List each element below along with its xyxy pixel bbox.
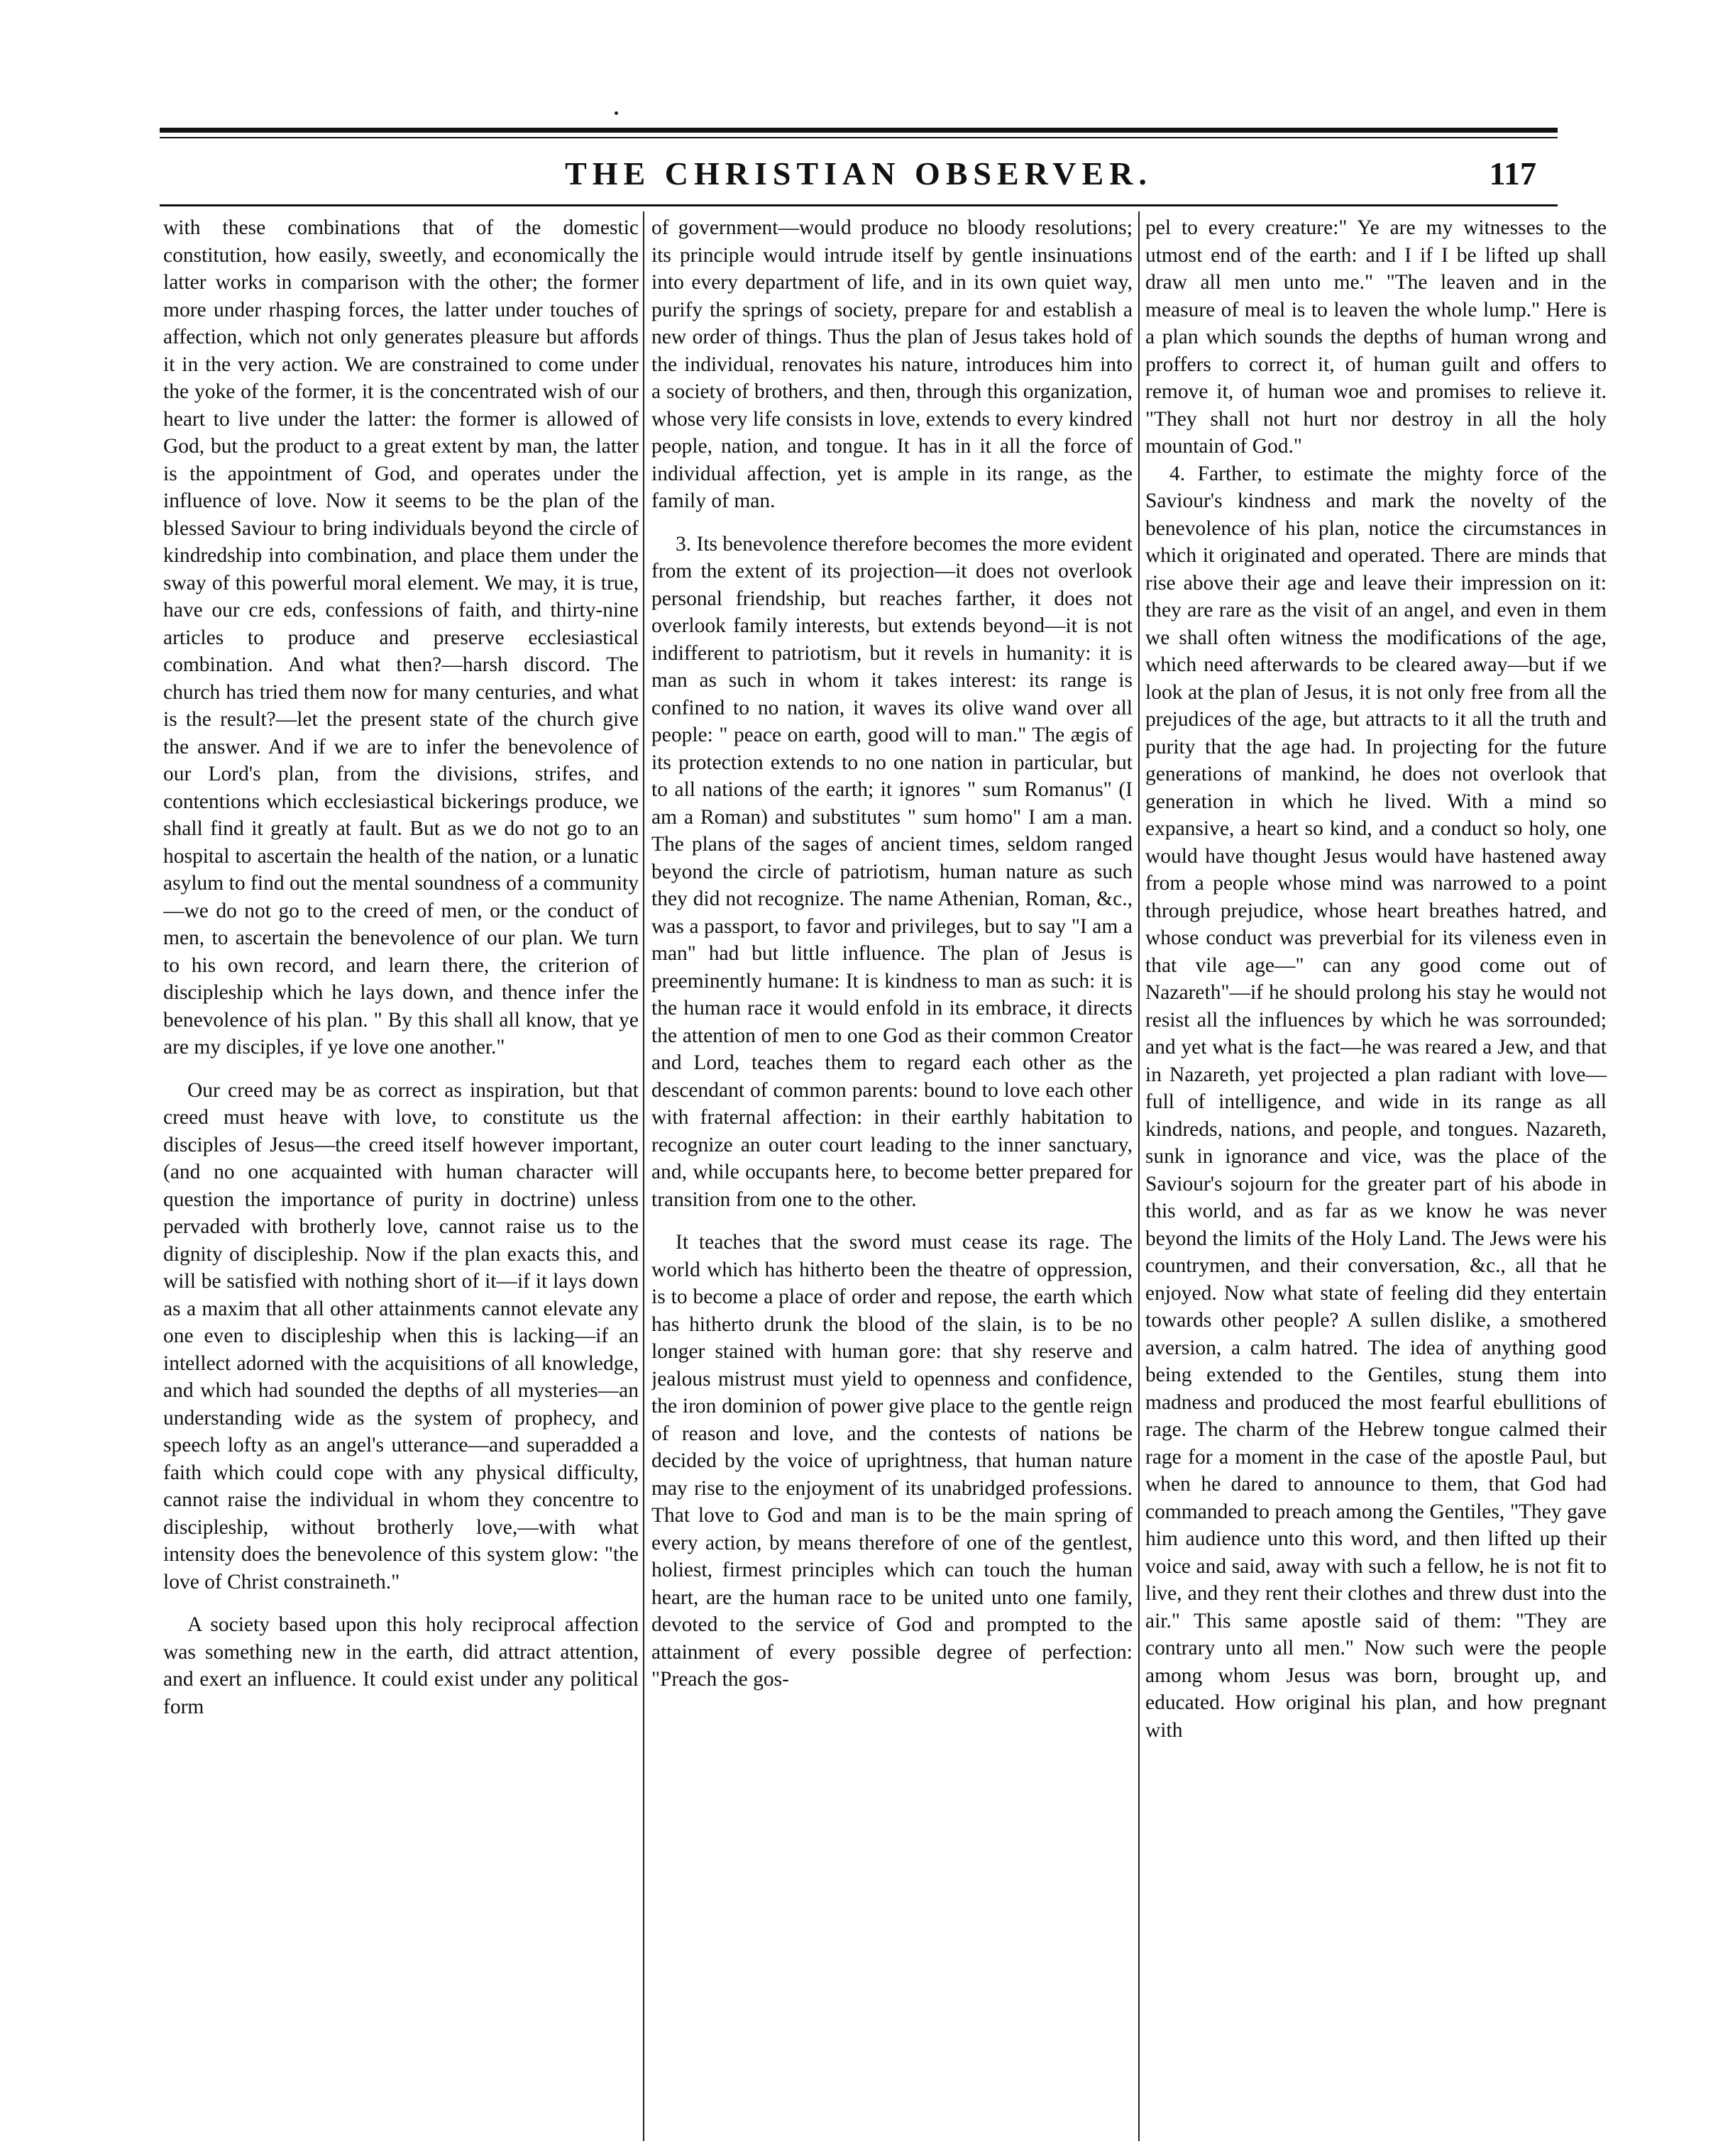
top-rule-thin [160,137,1558,138]
stray-dot [615,111,618,115]
paragraph: with these combinations that of the domestic constitution, how easily, sweetly, and economically the latter works in comparison with the other; the former more under rhasping forces, the latter under touches of affection, which not only generates pleasure but affords it in the very action. We are constrained to come under the yoke of the former, it is the concentrated wish of our heart to live under the latter: the former is allowed of God, but the product to a great extent by man, the latter is the appointment of God, and operates under the influence of love. Now it seems to be the plan of the blessed Saviour to bring individuals beyond the circle of kindredship into combination, and place them under the sway of this powerful moral element. We may, it is true, have our cre eds, confessions of faith, and thirty-nine articles to produce and preserve ecclesiastical combination. And what then?—harsh discord. The church has tried them now for many centuries, and what is the result?—let the present state of the church give the answer. And if we are to infer the benevolence of our Lord's plan, from the divisions, strifes, and contentions which ecclesiastical bickerings produce, we shall find it greatly at fault. But as we do not go to an hospital to ascertain the health of the nation, or a lunatic asylum to find out the mental soundness of a community—we do not go to the creed of men, or the conduct of men, to ascertain the benevolence of our plan. We turn to his own record, and learn there, the criterion of discipleship which he lays down, and thence infer the benevolence of his plan. " By this shall all know, that ye are my disciples, if ye love one another." [163,216,639,1058]
running-header [160,155,1558,197]
page-number: 117 [1489,155,1536,192]
paragraph: pel to every creature:" Ye are my witnesses to the utmost end of the earth: and I if I be lifted up shall draw all men unto me." "The leaven and in the measure of meal is to leaven the whole lump." Here is a plan which sounds the depths of human wrong and proffers to correct it, of human guilt and offers to remove it, of human woe and promises to relieve it. "They shall not hurt nor destroy in all the holy mountain of God." [1145,216,1607,458]
column-divider [1138,211,1140,2141]
header-rule [160,204,1558,206]
column-divider [643,211,644,2141]
paragraph: A society based upon this holy reciprocal affection was something new in the earth, did attract attention, and exert an influence. It could exist under any political form [163,1613,639,1718]
top-rule [160,128,1558,133]
paragraph: 3. Its benevolence therefore becomes the more evident from the extent of its projection—it does not overlook personal friendship, but reaches farther, it does not overlook family interests, but extends beyond—it is not indifferent to patriotism, but it revels in humanity: it is man as such in whom it takes interest: its range is confined to no nation, it waves its olive wand over all people: " peace on earth, good will to man." The ægis of its protection extends to no one nation in particular, but to all nations of the earth; it ignores " sum Romanus" (I am a Roman) and substitutes " sum homo" I am a man. The plans of the sages of ancient times, seldom ranged beyond the circle of patriotism, human nature as such they did not recognize. The name Athenian, Roman, &c., was a passport, to favor and privileges, but to say "I am a man" had but little influence. The plan of Jesus is preeminently humane: It is kindness to man as such: it is the human race it would enfold in its embrace, it directs the attention of men to one God as their common Creator and Lord, teaches them to regard each other as the descendant of common parents: bound to love each other with fraternal affection: in their earthly habitation to recognize an outer court leading to the inner sanctuary, and, while occupants here, to become better prepared for transition from one to the other. [651,532,1133,1211]
paragraph: 4. Farther, to estimate the mighty force of the Saviour's kindness and mark the novelty of the benevolence of his plan, notice the circumstances in which it originated and operated. There are minds that rise above their age and leave their impression on it: they are rare as the visit of an angel, and even in them we shall often witness the modifications of the age, which need afterwards to be cleared away—but if we look at the plan of Jesus, it is not only free from all the prejudices of the age, but attracts to it all the truth and purity that the age had. In projecting for the future generations of mankind, he does not overlook that generation in which he lived. With a mind so expansive, a heart so kind, and a conduct so holy, one would have thought Jesus would have hastened away from a people whose mind was narrowed to a point through prejudice, whose heart breathes hatred, and whose conduct was preverbial for its vileness even in that vile age—" can any good come out of Nazareth"—if he should prolong his stay he would not resist all the influences by which he was sorrounded; and yet what is the fact—he was reared a Jew, and that in Nazareth, yet projected a plan radiant with love—full of intelligence, and wide in its range as all kindreds, nations, and people, and tongues. Nazareth, sunk in ignorance and vice, was the place of the Saviour's sojourn for the greater part of his abode in this world, and as far as we know he was never beyond the limits of the Holy Land. The Jews were his countrymen, and their conversation, &c., all that he enjoyed. Now what state of feeling did they entertain towards other people? A sullen dislike, a smothered aversion, a calm hatred. The idea of anything good being extended to the Gentiles, stung them into madness and produced the most fearful ebullitions of rage. The charm of the Hebrew tongue calmed their rage for a moment in the case of the apostle Paul, but when he dared to announce to them, that God had commanded to preach among the Gentiles, "They gave him audience unto this word, and then lifted up their voice and said, away with such a fellow, he is not fit to live, and they rent their clothes and threw dust into the air." This same apostle said of them: "They are contrary unto all men." Now such were the people among whom Jesus was born, brought up, and educated. How original his plan, and how pregnant with [1145,462,1607,1742]
column-2 [651,214,1133,2140]
paragraph: Our creed may be as correct as inspiration, but that creed must heave with love, to constitute us the disciples of Jesus—the creed itself however important, (and no one acquainted with human character will question the importance of purity in doctrine) unless pervaded with brotherly love, cannot raise us to the dignity of discipleship. Now if the plan exacts this, and will be satisfied with nothing short of it—if it lays down as a maxim that all other attainments cannot elevate any one even to discipleship when this is lacking—if an intellect adorned with the acquisitions of all knowledge, and which had sounded the depths of all mysteries—an understanding wide as the system of prophecy, and speech lofty as an angel's utterance—and superadded a faith which could cope with any physical difficulty, cannot raise the individual in whom they concentre to discipleship, without brotherly love,—with what intensity does the benevolence of this system glow: "the love of Christ constraineth." [163,1078,639,1593]
journal-title: THE CHRISTIAN OBSERVER. [565,155,1152,192]
paragraph: It teaches that the sword must cease its rage. The world which has hitherto been the theatre of oppression, is to become a place of order and repose, the earth which has hitherto drunk the blood of the slain, is to be no longer stained with human gore: that shy reserve and jealous mistrust must yield to openness and confidence, the iron dominion of power give place to the gentle reign of reason and love, and the contests of nations be decided by the voice of uprightness, that human nature may rise to the enjoyment of its unabridged professions. That love to God and man is to be the main spring of every action, by means therefore of one of the gentlest, holiest, firmest principles which can touch the human heart, are the human race to be united unto one family, devoted to the service of God and prompted to the attainment of every possible degree of perfection: "Preach the gos- [651,1231,1133,1691]
column-1 [163,214,639,2140]
column-3 [1145,214,1607,2140]
paragraph: of government—would produce no bloody resolutions; its principle would intrude itself by gentle insinuations into every department of life, and in its own quiet way, purify the springs of society, prepare for and establish a new order of things. Thus the plan of Jesus takes hold of the individual, renovates his nature, introduces him into a society of brothers, and then, through this organization, whose very life consists in love, extends to every kindred people, nation, and tongue. It has in it all the force of individual affection, yet is ample in its range, as the family of man. [651,216,1133,512]
